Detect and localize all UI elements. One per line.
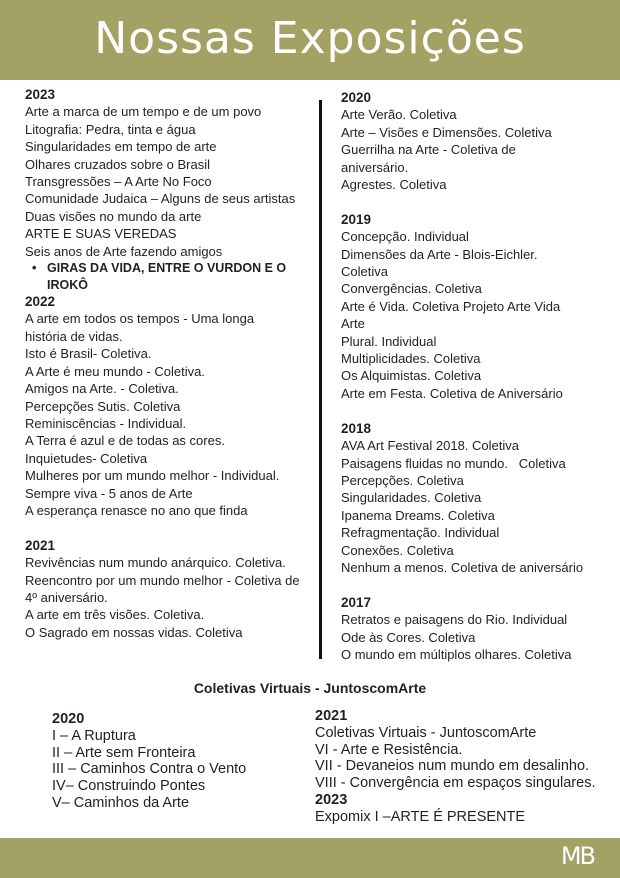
exhibition-item: Plural. Individual	[341, 333, 437, 349]
exhibition-item: Singularidades. Coletiva	[341, 490, 482, 506]
column-divider	[319, 100, 322, 659]
exhibition-item: Transgressões – A Arte No Foco	[25, 174, 212, 190]
virtual-item: VII - Devaneios num mundo em desalinho.	[315, 758, 590, 775]
exhibition-item: Concepção. Individual	[341, 229, 469, 245]
year-heading-2021: 2021	[25, 537, 56, 553]
virtual-2021-block	[315, 708, 595, 826]
highlight-text: GIRAS DA VIDA, ENTRE O VURDON E O IROKÔ	[47, 261, 287, 292]
exhibition-item: Reminiscências - Individual.	[25, 415, 187, 431]
exhibition-item: Percepções Sutis. Coletiva	[25, 398, 181, 414]
virtual-item: IV– Construindo Pontes	[52, 778, 206, 795]
year-heading-virtual-2020: 2020	[52, 711, 85, 727]
exhibition-item: Singularidades em tempo de arte	[25, 139, 217, 155]
exhibition-item: Sempre viva - 5 anos de Arte	[25, 485, 193, 501]
exhibition-item: Reencontro por um mundo melhor - Coletiva de 4º aniversário.	[25, 572, 300, 605]
exhibition-item: Arte a marca de um tempo e de um povo	[25, 104, 262, 120]
exhibition-item: ARTE E SUAS VEREDAS	[25, 226, 177, 242]
exhibition-item: Paisagens fluidas no mundo. Coletiva	[341, 455, 566, 471]
exhibition-item: Ode às Cores. Coletiva	[341, 629, 476, 645]
year-heading-2023: 2023	[25, 87, 56, 102]
exhibition-item: Olhares cruzados sobre o Brasil	[25, 156, 210, 172]
exhibition-item: Dimensões da Arte - Blois-Eichler. Coletiva	[341, 246, 538, 280]
page-title: Nossas Exposições	[94, 13, 526, 64]
exhibition-item: Retratos e paisagens do Rio. Individual	[341, 612, 568, 628]
exhibition-item: Arte em Festa. Coletiva de Aniversário	[341, 385, 563, 401]
exhibition-item: Refragmentação. Individual	[341, 525, 500, 541]
mb-logo: MB	[560, 842, 594, 870]
header-band	[0, 0, 620, 80]
left-column	[25, 86, 315, 641]
exhibition-item: Arte Verão. Coletiva	[341, 107, 457, 123]
exhibition-item: Litografia: Pedra, tinta e água	[25, 121, 196, 137]
highlight-bullet-item	[25, 260, 315, 293]
year-heading-virtual-2023: 2023	[315, 791, 348, 808]
spacer	[341, 576, 609, 593]
spacer	[341, 402, 609, 419]
exhibition-item: Ipanema Dreams. Coletiva	[341, 507, 495, 523]
spacer	[25, 519, 315, 536]
exhibition-item: Nenhum a menos. Coletiva de aniversário	[341, 559, 584, 575]
year-heading-2019: 2019	[341, 211, 372, 227]
exhibition-item: Convergências. Coletiva	[341, 281, 482, 297]
exhibition-item: Agrestes. Coletiva	[341, 177, 447, 193]
exhibition-item: Multiplicidades. Coletiva	[341, 351, 481, 367]
exhibition-item: Percepções. Coletiva	[341, 472, 464, 488]
exhibition-item: A Terra é azul e de todas as cores.	[25, 433, 225, 449]
year-heading-2020: 2020	[341, 90, 372, 105]
virtual-item: III – Caminhos Contra o Vento	[52, 761, 247, 778]
right-column	[341, 89, 609, 663]
year-heading-2022: 2022	[25, 294, 56, 310]
virtual-item: Expomix I –ARTE É PRESENTE	[315, 808, 526, 825]
exhibition-item: Arte – Visões e Dimensões. Coletiva	[341, 124, 552, 140]
exhibition-item: Revivências num mundo anárquico. Coletiva.	[25, 555, 286, 571]
exhibition-item: A arte em três visões. Coletiva.	[25, 607, 205, 623]
exhibition-item: A esperança renasce no ano que finda	[25, 502, 248, 518]
footer-band	[0, 838, 620, 878]
exhibition-item: O Sagrado em nossas vidas. Coletiva	[25, 624, 243, 640]
virtual-item: VIII - Convergência em espaços singulares.	[315, 775, 596, 792]
year-heading-2017: 2017	[341, 594, 372, 610]
exhibition-item: Duas visões no mundo da arte	[25, 208, 202, 224]
exhibition-item: O mundo em múltiplos olhares. Coletiva	[341, 646, 572, 662]
exhibition-item: Seis anos de Arte fazendo amigos	[25, 243, 223, 259]
exhibition-item: Isto é Brasil- Coletiva.	[25, 346, 152, 362]
virtual-item: V– Caminhos da Arte	[52, 794, 190, 811]
exhibition-item: Mulheres por um mundo melhor - Individual.	[25, 468, 280, 484]
exhibition-item: Conexões. Coletiva	[341, 542, 454, 558]
exhibition-item: Inquietudes- Coletiva	[25, 450, 148, 466]
virtual-item: Coletivas Virtuais - JuntoscomArte	[315, 724, 537, 741]
exhibition-item: Guerrilha na Arte - Coletiva de aniversário.	[341, 142, 516, 175]
virtual-section-title: Coletivas Virtuais - JuntoscomArte	[193, 680, 427, 696]
bullet-dot-icon: •	[32, 261, 37, 276]
exhibition-item: Comunidade Judaica – Alguns de seus artistas	[25, 191, 296, 207]
year-heading-virtual-2021: 2021	[315, 708, 348, 724]
spacer	[341, 193, 609, 210]
exhibition-item: A arte em todos os tempos - Uma longa história de vidas.	[25, 311, 255, 344]
exhibition-item: Os Alquimistas. Coletiva	[341, 368, 482, 384]
virtual-item: II – Arte sem Fronteira	[52, 744, 196, 761]
exhibition-item: Arte é Vida. Coletiva Projeto Arte Vida Arte	[341, 298, 561, 332]
virtual-2020-block	[52, 711, 246, 812]
virtual-item: VI - Arte e Resistência.	[315, 741, 463, 758]
exhibition-item: A Arte é meu mundo - Coletiva.	[25, 363, 205, 379]
exhibition-item: AVA Art Festival 2018. Coletiva	[341, 438, 519, 454]
virtual-item: I – A Ruptura	[52, 727, 136, 744]
year-heading-2018: 2018	[341, 420, 372, 436]
exhibition-item: Amigos na Arte. - Coletiva.	[25, 381, 179, 397]
